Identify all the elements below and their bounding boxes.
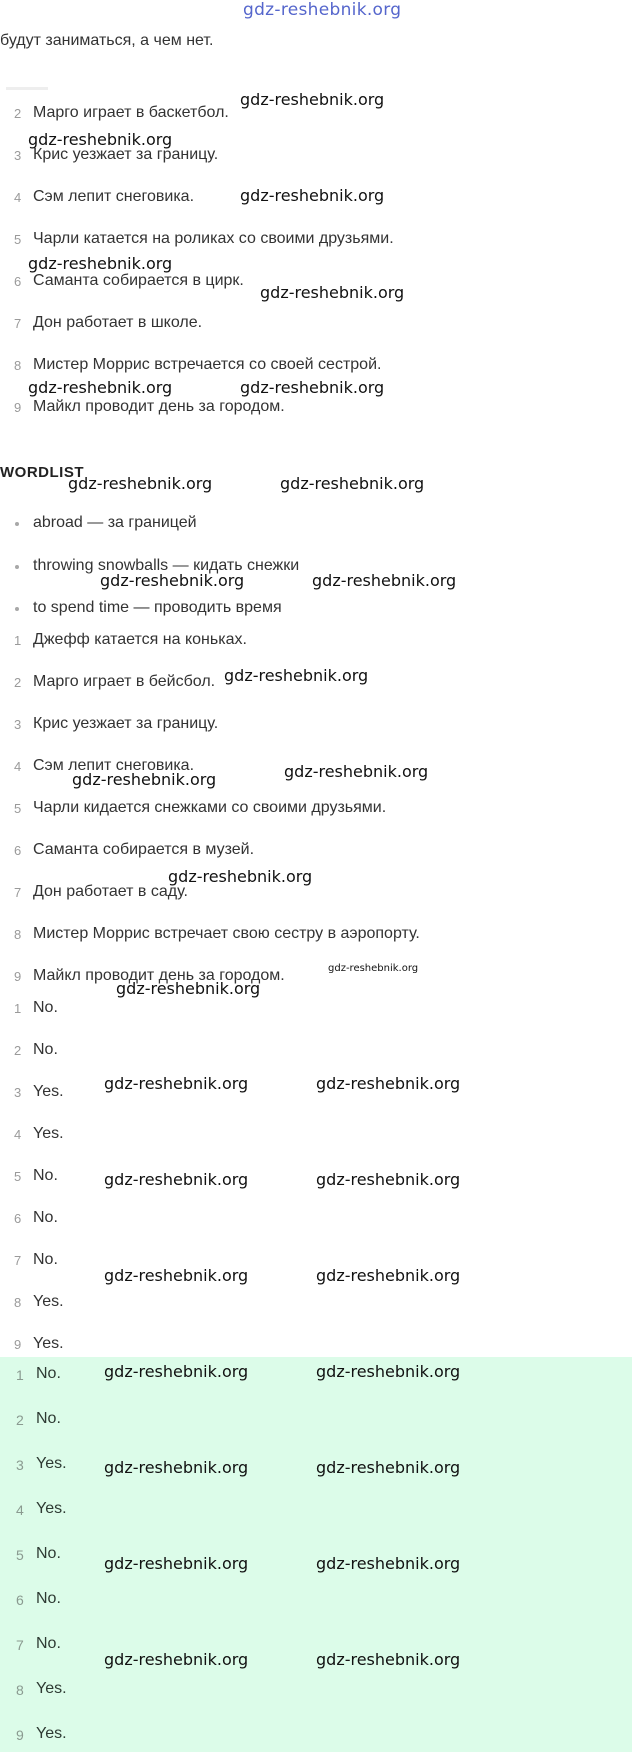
list-number: 9 bbox=[16, 1727, 24, 1743]
list-number: 7 bbox=[16, 1637, 24, 1653]
list-item: Крис уезжает за границу. bbox=[33, 715, 219, 732]
list-number: 8 bbox=[14, 927, 22, 942]
list-number: 1 bbox=[16, 1367, 24, 1383]
list-item: Yes. bbox=[33, 1125, 64, 1142]
list-number: 9 bbox=[14, 969, 22, 984]
list-number: 6 bbox=[14, 1211, 22, 1226]
list-item: Мистер Моррис встречается со своей сестрой. bbox=[33, 356, 382, 373]
watermark: gdz-reshebnik.org bbox=[28, 378, 173, 397]
watermark: gdz-reshebnik.org bbox=[224, 666, 369, 685]
list-number: 2 bbox=[14, 675, 22, 690]
list-number: 8 bbox=[14, 358, 22, 373]
list-item: Yes. bbox=[33, 1335, 64, 1352]
list-item: Yes. bbox=[36, 1725, 67, 1742]
wordlist-item: throwing snowballs — кидать снежки bbox=[33, 557, 300, 574]
watermark: gdz-reshebnik.org bbox=[260, 283, 405, 302]
watermark: gdz-reshebnik.org bbox=[316, 1074, 461, 1093]
watermark: gdz-reshebnik.org bbox=[328, 963, 419, 974]
list-number: 9 bbox=[14, 400, 22, 415]
watermark: gdz-reshebnik.org bbox=[104, 1554, 249, 1573]
list-item: Марго играет в бейсбол. bbox=[33, 673, 216, 690]
watermark: gdz-reshebnik.org bbox=[284, 762, 429, 781]
list-number: 4 bbox=[14, 190, 22, 205]
list-number: 2 bbox=[16, 1412, 24, 1428]
list-item: Майкл проводит день за городом. bbox=[33, 967, 285, 984]
watermark: gdz-reshebnik.org bbox=[28, 254, 173, 273]
list-number: 7 bbox=[14, 1253, 22, 1268]
list-number: 4 bbox=[14, 1127, 22, 1142]
watermark: gdz-reshebnik.org bbox=[316, 1170, 461, 1189]
list-number: 6 bbox=[14, 843, 22, 858]
watermark: gdz-reshebnik.org bbox=[104, 1362, 249, 1381]
list-number: 6 bbox=[16, 1592, 24, 1608]
list-number: 4 bbox=[14, 759, 22, 774]
watermark: gdz-reshebnik.org bbox=[104, 1650, 249, 1669]
list-item: Yes. bbox=[36, 1500, 67, 1517]
list-number: 4 bbox=[16, 1502, 24, 1518]
list-number: 1 bbox=[14, 633, 22, 648]
list-item: Саманта собирается в музей. bbox=[33, 841, 255, 858]
watermark: gdz-reshebnik.org bbox=[104, 1266, 249, 1285]
list-number: 5 bbox=[14, 232, 22, 247]
divider-stub bbox=[6, 87, 48, 90]
watermark: gdz-reshebnik.org bbox=[316, 1554, 461, 1573]
list-item: Майкл проводит день за городом. bbox=[33, 398, 285, 415]
list-item: Yes. bbox=[33, 1293, 64, 1310]
list-number: 7 bbox=[14, 316, 22, 331]
list-item: Мистер Моррис встречает свою сестру в аэропорту. bbox=[33, 925, 420, 942]
list-item: Yes. bbox=[33, 1083, 64, 1100]
list-item: Дон работает в школе. bbox=[33, 314, 203, 331]
list-item: No. bbox=[36, 1545, 61, 1562]
wordlist-item: to spend time — проводить время bbox=[33, 599, 282, 616]
wordlist-item: abroad — за границей bbox=[33, 514, 197, 531]
list-item: Сэм лепит снеговика. bbox=[33, 188, 195, 205]
watermark: gdz-reshebnik.org bbox=[68, 474, 213, 493]
list-item: No. bbox=[33, 999, 58, 1016]
list-number: 3 bbox=[14, 717, 22, 732]
watermark: gdz-reshebnik.org bbox=[280, 474, 425, 493]
list-number: 6 bbox=[14, 274, 22, 289]
bullet-dot bbox=[15, 522, 19, 526]
list-item: Yes. bbox=[36, 1455, 67, 1472]
list-number: 8 bbox=[16, 1682, 24, 1698]
bullet-dot bbox=[15, 565, 19, 569]
list-item: Чарли кидается снежками со своими друзьями. bbox=[33, 799, 387, 816]
list-number: 8 bbox=[14, 1295, 22, 1310]
watermark-top: gdz-reshebnik.org bbox=[243, 0, 402, 20]
watermark: gdz-reshebnik.org bbox=[104, 1170, 249, 1189]
list-number: 2 bbox=[14, 106, 22, 121]
list-number: 1 bbox=[14, 1001, 22, 1016]
list-item: Саманта собирается в цирк. bbox=[33, 272, 244, 289]
list-number: 3 bbox=[16, 1457, 24, 1473]
watermark: gdz-reshebnik.org bbox=[104, 1074, 249, 1093]
list-number: 3 bbox=[14, 1085, 22, 1100]
watermark: gdz-reshebnik.org bbox=[316, 1458, 461, 1477]
list-item: Сэм лепит снеговика. bbox=[33, 757, 195, 774]
list-number: 5 bbox=[14, 801, 22, 816]
bullet-dot bbox=[15, 607, 19, 611]
watermark: gdz-reshebnik.org bbox=[240, 186, 385, 205]
list-item: No. bbox=[36, 1590, 61, 1607]
watermark: gdz-reshebnik.org bbox=[312, 571, 457, 590]
wordlist-title: WORDLIST bbox=[0, 464, 84, 481]
watermark: gdz-reshebnik.org bbox=[104, 1458, 249, 1477]
list-item: No. bbox=[33, 1209, 58, 1226]
list-item: Джефф катается на коньках. bbox=[33, 631, 247, 648]
list-item: Крис уезжает за границу. bbox=[33, 146, 219, 163]
intro-text: будут заниматься, а чем нет. bbox=[0, 32, 214, 49]
list-number: 5 bbox=[14, 1169, 22, 1184]
list-item: Дон работает в саду. bbox=[33, 883, 188, 900]
watermark: gdz-reshebnik.org bbox=[316, 1266, 461, 1285]
list-item: Yes. bbox=[36, 1680, 67, 1697]
list-item: No. bbox=[33, 1041, 58, 1058]
watermark: gdz-reshebnik.org bbox=[28, 130, 173, 149]
watermark: gdz-reshebnik.org bbox=[116, 979, 261, 998]
list-item: No. bbox=[33, 1167, 58, 1184]
list-item: Чарли катается на роликах со своими друзьями. bbox=[33, 230, 394, 247]
list-number: 5 bbox=[16, 1547, 24, 1563]
watermark: gdz-reshebnik.org bbox=[316, 1650, 461, 1669]
list-item: No. bbox=[36, 1365, 61, 1382]
list-item: Марго играет в баскетбол. bbox=[33, 104, 229, 121]
watermark: gdz-reshebnik.org bbox=[168, 867, 313, 886]
watermark: gdz-reshebnik.org bbox=[316, 1362, 461, 1381]
list-number: 7 bbox=[14, 885, 22, 900]
watermark: gdz-reshebnik.org bbox=[72, 770, 217, 789]
list-number: 9 bbox=[14, 1337, 22, 1352]
list-number: 3 bbox=[14, 148, 22, 163]
watermark: gdz-reshebnik.org bbox=[240, 90, 385, 109]
list-item: No. bbox=[36, 1635, 61, 1652]
list-item: No. bbox=[33, 1251, 58, 1268]
list-item: No. bbox=[36, 1410, 61, 1427]
list-number: 2 bbox=[14, 1043, 22, 1058]
watermark: gdz-reshebnik.org bbox=[100, 571, 245, 590]
watermark: gdz-reshebnik.org bbox=[240, 378, 385, 397]
